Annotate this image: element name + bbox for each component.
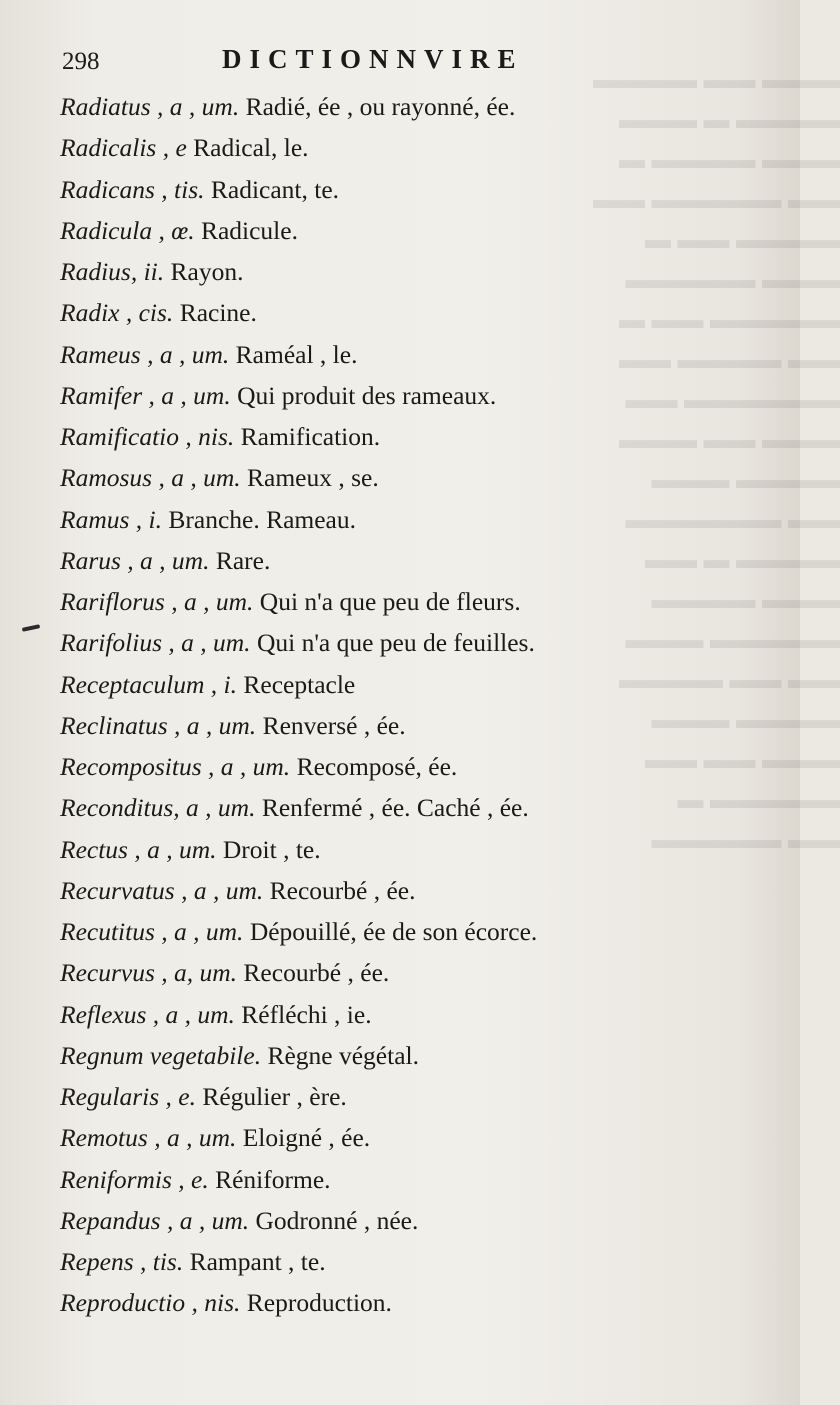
french-definition: Radié, ée , ou rayonné, ée.: [245, 92, 516, 121]
latin-term: Remotus , a , um.: [60, 1123, 237, 1153]
dictionary-entry: [60, 664, 760, 705]
latin-term: Reclinatus , a , um.: [60, 710, 257, 740]
french-definition: Droit , te.: [222, 834, 321, 864]
dictionary-entry: [60, 1282, 760, 1323]
latin-term: Rarus , a , um.: [60, 545, 210, 575]
french-definition: Radical, le.: [193, 133, 309, 163]
french-definition: Recomposé, ée.: [296, 752, 458, 781]
dictionary-entry: [60, 1117, 760, 1158]
dictionary-entry: [60, 169, 760, 210]
french-definition: Rare.: [215, 545, 271, 575]
latin-term: Rariflorus , a , um.: [60, 587, 254, 616]
french-definition: Renfermé , ée. Caché , ée.: [261, 793, 529, 823]
dictionary-entry: [60, 787, 760, 828]
latin-term: Regularis , e.: [60, 1082, 196, 1111]
latin-term: Reconditus, a , um.: [60, 793, 256, 823]
dictionary-entry: [60, 911, 760, 952]
latin-term: Radicans , tis.: [60, 174, 205, 204]
dictionary-entry: [60, 499, 760, 540]
dictionary-entry: [60, 705, 760, 746]
latin-term: Radicula , œ.: [60, 215, 195, 245]
dictionary-entry: [60, 1159, 760, 1200]
french-definition: Recourbé , ée.: [269, 875, 416, 905]
dictionary-entry: [60, 1200, 760, 1241]
french-definition: Radicant, te.: [210, 174, 340, 204]
latin-term: Repens , tis.: [60, 1247, 184, 1276]
margin-ink-mark: [22, 624, 40, 632]
dictionary-entry: [60, 952, 760, 993]
latin-term: Recurvatus , a , um.: [60, 875, 264, 905]
latin-term: Ramificatio , nis.: [60, 422, 235, 451]
latin-term: Ramosus , a , um.: [60, 463, 241, 493]
latin-term: Recutitus , a , um.: [60, 917, 244, 946]
french-definition: Radicule.: [200, 215, 298, 245]
french-definition: Receptacle: [243, 669, 356, 699]
french-definition: Ramification.: [240, 422, 381, 451]
latin-term: Rarifolius , a , um.: [60, 628, 251, 658]
latin-term: Reflexus , a , um.: [60, 999, 235, 1029]
dictionary-entry: [60, 746, 760, 787]
dictionary-entry: [60, 1076, 760, 1117]
french-definition: Rameux , se.: [247, 463, 379, 493]
french-definition: Rampant , te.: [189, 1247, 326, 1276]
dictionary-entry: [60, 1035, 760, 1076]
dictionary-entries: [60, 86, 760, 1324]
french-definition: Branche. Rameau.: [168, 504, 357, 534]
latin-term: Radicalis , e: [60, 133, 187, 163]
french-definition: Qui produit des rameaux.: [237, 380, 497, 410]
dictionary-entry: [60, 540, 760, 581]
french-definition: Qui n'a que peu de fleurs.: [259, 587, 521, 616]
french-definition: Racine.: [179, 298, 257, 328]
bleed-through-text: ▬▬▬ ▬▬ ▬▬▬▬ ▬▬▬▬ ▬ ▬▬▬ ▬▬▬ ▬▬▬▬ ▬ ▬▬ ▬▬▬▬▬ ▬▬ ▬▬▬▬ ▬▬ ▬ ▬▬▬ ▬▬▬▬▬ ▬▬▬▬▬ ▬▬ ▬ ▬▬ ▬▬▬▬ ▬▬ ▬▬▬▬▬▬ ▬▬ ▬▬▬ ▬▬ ▬▬▬ ▬▬▬▬ ▬▬▬ ▬▬ ▬▬▬▬▬▬ ▬▬▬▬ ▬ ▬▬ ▬▬▬ ▬▬▬▬ ▬▬▬▬▬ ▬▬▬ ▬▬ ▬▬ ▬▬▬▬ ▬▬▬▬ ▬▬▬ ▬▬▬ ▬▬ ▬▬ ▬▬▬▬▬ ▬ ▬▬ ▬▬▬▬▬: [593, 65, 840, 854]
dictionary-entry: [60, 292, 760, 333]
latin-term: Rameus , a , um.: [60, 339, 230, 369]
french-definition: Recourbé , ée.: [243, 958, 390, 988]
latin-term: Reproductio , nis.: [60, 1288, 241, 1318]
dictionary-entry: [60, 86, 760, 127]
latin-term: Receptaculum , i.: [60, 669, 238, 699]
french-definition: Raméal , le.: [235, 339, 358, 369]
french-definition: Régulier , ère.: [202, 1082, 347, 1111]
dictionary-entry: [60, 829, 760, 870]
dictionary-entry: [60, 127, 760, 168]
dictionary-entry: [60, 457, 760, 498]
dictionary-entry: [60, 210, 760, 251]
french-definition: Règne végétal.: [267, 1040, 419, 1070]
french-definition: Qui n'a que peu de feuilles.: [256, 628, 535, 658]
latin-term: Recompositus , a , um.: [60, 752, 291, 781]
latin-term: Recurvus , a, um.: [60, 958, 238, 988]
dictionary-entry: [60, 622, 760, 663]
latin-term: Radiatus , a , um.: [60, 92, 240, 121]
dictionary-entry: [60, 334, 760, 375]
french-definition: Réfléchi , ie.: [241, 999, 372, 1029]
dictionary-entry: [60, 375, 760, 416]
french-definition: Godronné , née.: [255, 1205, 419, 1235]
french-definition: Rayon.: [170, 257, 244, 286]
latin-term: Reniformis , e.: [60, 1164, 209, 1194]
dictionary-entry: [60, 416, 760, 457]
latin-term: Ramifer , a , um.: [60, 380, 231, 410]
french-definition: Reproduction.: [246, 1288, 392, 1318]
french-definition: Dépouillé, ée de son écorce.: [249, 917, 538, 946]
french-definition: Eloigné , ée.: [242, 1123, 371, 1153]
page-number: 298: [62, 48, 100, 75]
dictionary-entry: [60, 994, 760, 1035]
latin-term: Repandus , a , um.: [60, 1205, 250, 1235]
dictionary-entry: [60, 870, 760, 911]
latin-term: Radix , cis.: [60, 298, 174, 328]
dictionary-entry: [60, 251, 760, 292]
latin-term: Regnum vegetabile.: [60, 1040, 262, 1070]
latin-term: Ramus , i.: [60, 504, 162, 534]
page-header: [62, 44, 622, 84]
latin-term: Radius, ii.: [60, 257, 165, 286]
french-definition: Renversé , ée.: [262, 710, 406, 740]
running-head: DICTIONNVIRE: [222, 44, 524, 74]
dictionary-entry: [60, 1241, 760, 1282]
latin-term: Rectus , a , um.: [60, 834, 217, 864]
dictionary-entry: [60, 581, 760, 622]
french-definition: Réniforme.: [215, 1164, 331, 1194]
